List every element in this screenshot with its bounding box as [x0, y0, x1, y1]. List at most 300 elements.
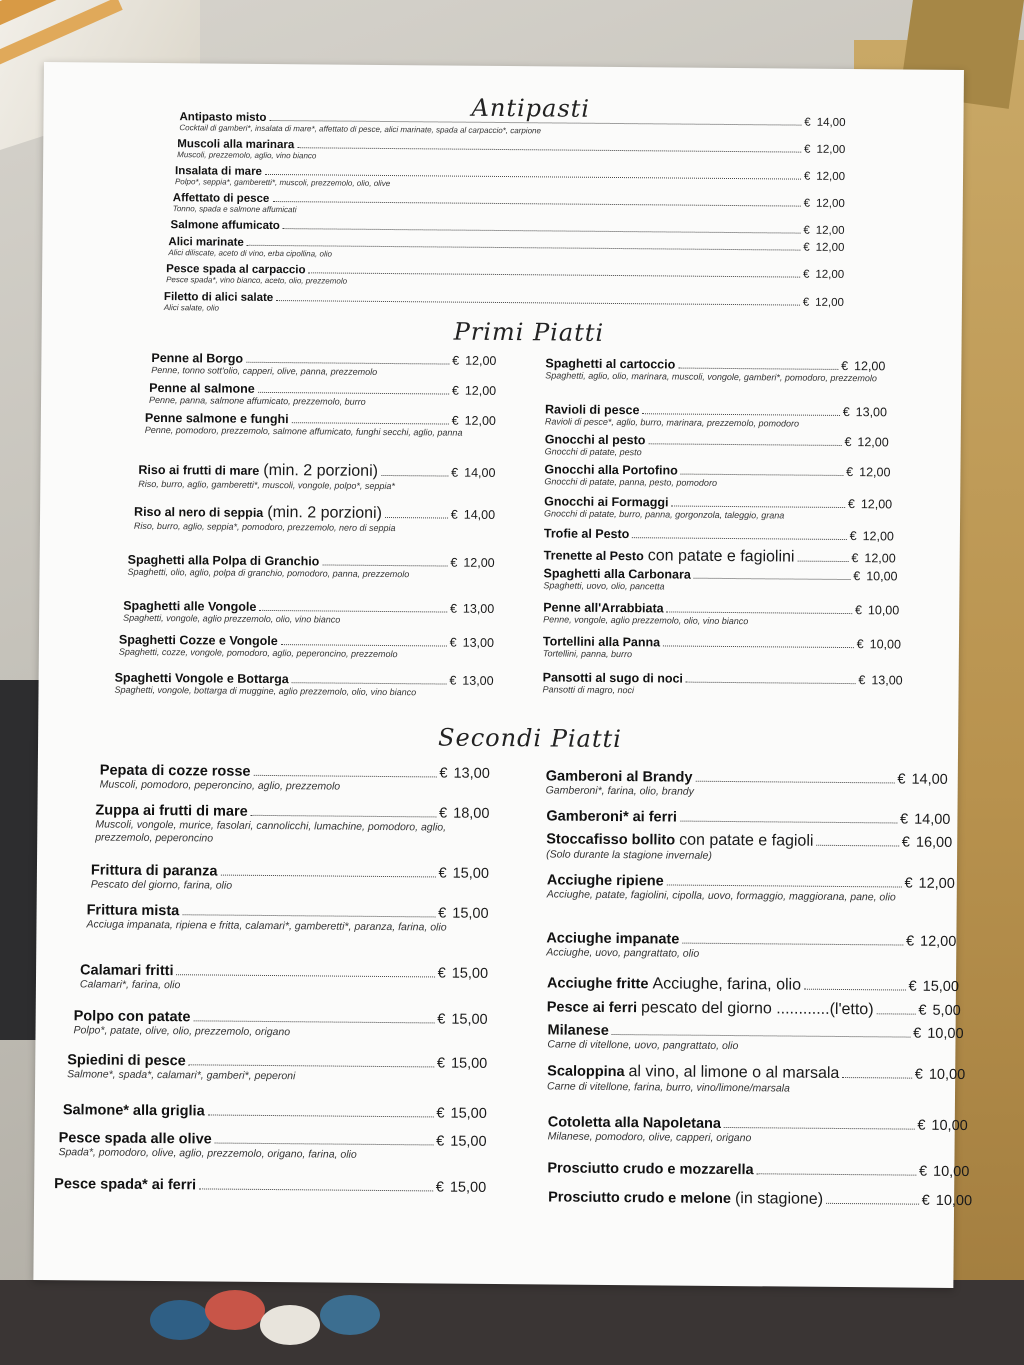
currency-symbol: €	[449, 635, 457, 650]
currency-symbol: €	[913, 1025, 922, 1042]
dish-price: 13,00	[462, 673, 494, 688]
dish-note: pescato del giorno ............(l'etto)	[640, 999, 874, 1019]
currency-symbol: €	[438, 905, 447, 922]
dish-price: 12,00	[815, 268, 845, 281]
dish-name: Prosciutto crudo e mozzarella	[547, 1160, 754, 1179]
dot-leader	[381, 475, 448, 477]
menu-item-row	[547, 974, 959, 996]
dot-leader	[246, 362, 449, 365]
menu-item	[54, 1176, 486, 1196]
dish-name: Gnocchi ai Formaggi	[544, 494, 669, 510]
dish-price: 14,00	[911, 771, 948, 788]
dish-ingredients: Calamari*, farina, olio	[79, 978, 181, 992]
dish-price: 12,00	[860, 497, 893, 512]
dish-ingredients: Acciughe, patate, fagiolini, cipolla, uovo, formaggio, maggiorana, pane, olio	[546, 888, 896, 904]
dish-price: 12,00	[464, 383, 497, 398]
dish-ingredients: Cocktail di gamberi*, insalata di mare*, affettato di pesce, alici marinate, spada al carpaccio*, carpione	[179, 123, 541, 136]
dish-ingredients: Penne, vongole, aglio prezzemolo, olio, vino bianco	[543, 614, 749, 627]
currency-symbol: €	[842, 404, 850, 420]
currency-symbol: €	[802, 296, 810, 309]
currency-symbol: €	[901, 834, 910, 851]
currency-symbol: €	[451, 383, 459, 398]
dish-name: Spaghetti alle Vongole	[123, 598, 257, 614]
dish-price: 15,00	[449, 1179, 487, 1196]
dish-name: Gnocchi al pesto	[544, 432, 646, 448]
dish-price: 13,00	[462, 601, 495, 616]
dot-leader	[642, 413, 839, 416]
dish-ingredients: Riso, burro, aglio, gamberetti*, muscoli, vongole, polpo*, seppia*	[138, 478, 395, 492]
dish-price: 15,00	[450, 1105, 487, 1122]
dish-ingredients: Pansotti di magro, noci	[542, 684, 635, 696]
menu-item	[542, 670, 902, 699]
dish-name: Gnocchi alla Portofino	[544, 462, 678, 478]
dish-ingredients: Carne di vitellone, farina, burro, vino/limone/marsala	[547, 1080, 790, 1095]
currency-symbol: €	[858, 673, 866, 688]
currency-symbol: €	[436, 1105, 445, 1122]
dot-leader	[667, 611, 852, 614]
dish-name: Insalata di mare	[175, 165, 263, 178]
menu-item	[545, 402, 887, 430]
dot-leader	[292, 422, 449, 424]
currency-symbol: €	[439, 805, 448, 822]
dot-leader	[220, 875, 435, 878]
dot-leader	[208, 1114, 434, 1117]
dish-ingredients: Polpo*, seppia*, gamberetti*, muscoli, prezzemolo, olio, olive	[174, 177, 391, 189]
dot-leader	[804, 989, 906, 991]
menu-item	[177, 138, 845, 166]
menu-item	[547, 1022, 963, 1055]
currency-symbol: €	[451, 465, 459, 480]
currency-symbol: €	[804, 143, 811, 156]
dish-ingredients: Spaghetti, aglio, olio, marinara, muscoli, vongole, gamberi*, pomodoro, prezzemolo	[545, 370, 878, 384]
dot-leader	[757, 1173, 916, 1175]
dish-ingredients: Carne di vitellone, uovo, pangrattato, olio	[547, 1038, 739, 1053]
dish-name: Pesce spada al carpaccio	[166, 263, 306, 277]
menu-item-row	[63, 1102, 487, 1122]
currency-symbol: €	[899, 811, 909, 828]
dish-ingredients: Penne, tonno sott'olio, capperi, olive, panna, prezzemolo	[151, 364, 378, 377]
dot-leader	[189, 1064, 434, 1067]
dot-leader	[253, 775, 436, 778]
dish-name: Acciughe fritte	[546, 975, 649, 993]
dish-name: Tortellini alla Panna	[542, 634, 661, 650]
currency-symbol: €	[437, 965, 446, 982]
dish-name: Spaghetti alla Carbonara	[543, 566, 691, 582]
dish-ingredients: Acciuga impanata, ripiena e fritta, calamari*, gamberetti*, paranza, farina, olio	[86, 918, 447, 934]
dot-leader	[182, 914, 435, 917]
menu-item	[546, 830, 952, 865]
dot-leader	[648, 443, 841, 446]
dish-price: 15,00	[450, 1133, 487, 1150]
dish-ingredients: Ravioli di pesce*, aglio, burro, marinara, prezzemolo, pomodoro	[544, 416, 800, 429]
menu-item	[173, 192, 845, 220]
menu-item-row	[171, 219, 845, 237]
currency-symbol: €	[450, 507, 458, 522]
secondi-title: Secondi Piatti	[437, 723, 623, 754]
dish-price: 15,00	[452, 905, 489, 922]
dish-name: Spiedini di pesce	[67, 1052, 186, 1070]
menu-item	[119, 633, 494, 662]
dish-name: Penne al Borgo	[151, 350, 244, 366]
cushion-pattern	[320, 1295, 380, 1335]
dish-price: 12,00	[816, 143, 846, 156]
menu-item	[543, 600, 899, 629]
dish-note: (in stagione)	[734, 1190, 824, 1208]
dish-ingredients: Gnocchi di patate, burro, panna, gorgonzola, taleggio, grana	[544, 508, 785, 521]
dish-ingredients: Gamberoni*, farina, olio, brandy	[545, 784, 694, 798]
dish-name: Gamberoni al Brandy	[545, 768, 693, 786]
dish-price: 14,00	[914, 811, 951, 828]
dish-price: 10,00	[932, 1163, 970, 1181]
dot-leader	[251, 815, 436, 818]
dish-price: 12,00	[816, 170, 846, 183]
dish-ingredients: Penne, panna, salmone affumicato, prezzemolo, burro	[149, 394, 366, 407]
dish-price: 14,00	[463, 507, 496, 522]
dot-leader	[663, 645, 854, 648]
currency-symbol: €	[437, 1011, 446, 1028]
currency-symbol: €	[897, 771, 906, 788]
dish-price: 15,00	[451, 1011, 488, 1028]
menu-item	[546, 808, 950, 828]
dish-name: Spaghetti Vongole e Bottarga	[114, 670, 289, 687]
dish-price: 12,00	[859, 465, 891, 480]
menu-item	[547, 998, 961, 1020]
currency-symbol: €	[851, 551, 859, 566]
dish-name: Scaloppina	[547, 1063, 625, 1081]
dish-price: 12,00	[465, 353, 497, 368]
menu-item	[138, 461, 495, 494]
dish-price: 18,00	[453, 805, 490, 822]
dish-name: Prosciutto crudo e melone	[548, 1189, 732, 1208]
dish-price: 15,00	[452, 865, 490, 882]
antipasti-title: Antipasti	[471, 93, 591, 123]
dish-price: 10,00	[869, 637, 902, 652]
dot-leader	[667, 884, 902, 887]
dish-price: 13,00	[462, 635, 495, 650]
currency-symbol: €	[904, 875, 913, 892]
dish-ingredients: Pesce spada*, vino bianco, aceto, olio, prezzemolo	[166, 275, 348, 286]
dish-name: Zuppa ai frutti di mare	[95, 802, 248, 820]
currency-symbol: €	[917, 1117, 926, 1134]
dish-ingredients: Polpo*, patate, olive, olio, prezzemolo, origano	[73, 1024, 291, 1039]
dot-leader	[177, 974, 435, 977]
dot-leader	[292, 682, 447, 684]
dot-leader	[694, 578, 851, 580]
dish-price: 10,00	[867, 603, 900, 618]
dish-ingredients: Muscoli, pomodoro, peperoncino, aglio, prezzemolo	[99, 778, 341, 793]
dish-name: Pesce spada* ai ferri	[54, 1176, 197, 1194]
dish-ingredients: Penne, pomodoro, prezzemolo, salmone affumicato, funghi secchi, aglio, panna	[144, 424, 463, 438]
dot-leader	[281, 644, 447, 646]
currency-symbol: €	[451, 413, 459, 428]
currency-symbol: €	[439, 765, 448, 782]
menu-item	[544, 494, 892, 523]
currency-symbol: €	[804, 116, 811, 129]
dish-ingredients: Gnocchi di patate, pesto	[544, 446, 642, 458]
currency-symbol: €	[449, 601, 458, 616]
currency-symbol: €	[905, 933, 915, 950]
dish-ingredients: Muscoli, prezzemolo, aglio, vino bianco	[177, 150, 317, 161]
menu-item	[114, 671, 493, 700]
menu-item-row	[54, 1176, 486, 1196]
dish-name: Acciughe impanate	[546, 930, 680, 948]
menu-item	[547, 1160, 969, 1180]
dish-name: Stoccafisso bollito	[546, 831, 676, 849]
dot-leader	[215, 1143, 433, 1146]
menu-item	[544, 546, 896, 567]
menu-item	[80, 962, 488, 995]
dish-note: con patate e fagiolini	[647, 547, 795, 566]
dish-name: Pesce spada alle olive	[58, 1130, 212, 1148]
currency-symbol: €	[914, 1066, 923, 1083]
dot-leader	[680, 821, 897, 824]
dish-ingredients: Milanese, pomodoro, olive, capperi, origano	[547, 1130, 752, 1145]
currency-symbol: €	[841, 358, 849, 374]
currency-symbol: €	[438, 865, 447, 882]
menu-item	[547, 1062, 965, 1097]
menu-item	[145, 411, 496, 440]
dish-name: Penne all'Arrabbiata	[543, 600, 664, 616]
dish-name: Spaghetti al cartoccio	[545, 356, 676, 372]
dot-leader	[842, 1077, 912, 1079]
dish-price: 15,00	[922, 978, 960, 996]
menu-item	[545, 356, 885, 384]
dish-name: Penne salmone e funghi	[144, 410, 289, 427]
currency-symbol: €	[844, 435, 852, 450]
menu-item	[548, 1188, 972, 1210]
menu-item	[544, 526, 894, 543]
menu-item	[63, 1102, 487, 1122]
dish-name: Frittura di paranza	[90, 862, 218, 880]
dish-name: Riso ai frutti di mare	[138, 462, 260, 478]
menu-item	[546, 768, 948, 801]
dot-leader	[671, 505, 844, 508]
currency-symbol: €	[856, 637, 864, 652]
menu-item	[548, 1114, 968, 1147]
dish-name: Spaghetti Cozze e Vongole	[118, 632, 278, 649]
dot-leader	[322, 564, 447, 566]
dish-name: Pesce ai ferri	[546, 999, 638, 1017]
menu-item	[544, 462, 890, 491]
dish-price: 10,00	[928, 1066, 966, 1084]
dish-price: 12,00	[862, 529, 894, 544]
dish-ingredients: Spaghetti, uovo, olio, pancetta	[543, 580, 665, 592]
currency-symbol: €	[803, 197, 811, 210]
dish-name: Milanese	[547, 1022, 609, 1039]
currency-symbol: €	[854, 603, 863, 618]
dish-price: 15,00	[450, 1055, 488, 1072]
dish-ingredients: Salmone*, spada*, calamari*, gamberi*, peperoni	[67, 1068, 296, 1083]
currency-symbol: €	[449, 673, 457, 688]
dot-leader	[385, 517, 448, 519]
dish-price: 14,00	[464, 465, 496, 480]
currency-symbol: €	[853, 569, 861, 584]
dish-name: Trenette al Pesto	[543, 548, 644, 564]
menu-item	[166, 263, 844, 291]
dot-leader	[612, 1034, 910, 1038]
dish-ingredients: Alici diliscate, aceto di vino, erba cipollina, olio	[168, 248, 333, 259]
dish-price: 10,00	[866, 569, 898, 584]
dot-leader	[283, 228, 801, 234]
dish-ingredients: Spaghetti, olio, aglio, polpa di granchio, pomodoro, panna, prezzemolo	[127, 566, 410, 580]
menu-item	[151, 351, 496, 380]
dish-ingredients: Spada*, pomodoro, olive, aglio, prezzemolo, origano, farina, olio	[58, 1146, 357, 1161]
currency-symbol: €	[918, 1163, 928, 1180]
dish-name: Filetto di alici salate	[163, 291, 274, 305]
menu-sheet	[33, 62, 973, 1288]
dish-ingredients: Spaghetti, vongole, aglio prezzemolo, olio, vino bianco	[123, 612, 341, 625]
currency-symbol: €	[452, 353, 460, 368]
dot-leader	[816, 845, 898, 847]
menu-item-row	[546, 808, 950, 828]
dish-price: 10,00	[931, 1117, 968, 1135]
menu-item	[175, 165, 845, 193]
dish-ingredients: Acciughe, uovo, pangrattato, olio	[546, 946, 700, 960]
dish-price: 12,00	[815, 224, 845, 237]
dish-ingredients: Muscoli, vongole, murice, fasolari, cannolicchi, lumachine, pomodoro, aglio, prezzemolo, peperoncino	[95, 818, 447, 845]
menu-item-row	[547, 1160, 969, 1180]
dot-leader	[682, 943, 903, 946]
dot-leader	[826, 1203, 919, 1205]
currency-symbol: €	[849, 529, 857, 544]
dish-price: 12,00	[464, 413, 496, 428]
dish-price: 12,00	[463, 555, 495, 570]
dish-ingredients: Tonno, spada e salmone affumicati	[172, 204, 297, 215]
dish-ingredients: Tortellini, panna, burro	[542, 648, 633, 660]
menu-item	[58, 1130, 486, 1163]
menu-item	[100, 763, 490, 795]
menu-item	[95, 802, 489, 847]
currency-symbol: €	[803, 170, 811, 183]
background-cushion	[0, 1280, 1024, 1365]
menu-item	[67, 1052, 487, 1085]
dish-name: Ravioli di pesce	[544, 402, 640, 418]
dish-price: 12,00	[815, 197, 845, 210]
menu-item	[168, 236, 844, 264]
dish-price: 13,00	[855, 405, 888, 420]
dish-price: 12,00	[815, 296, 844, 309]
menu-item	[179, 111, 845, 139]
dish-name: Salmone* alla griglia	[62, 1102, 205, 1120]
dish-name: Acciughe ripiene	[546, 872, 664, 890]
dish-name: Cotoletta alla Napoletana	[547, 1114, 722, 1132]
menu-item-row	[544, 546, 896, 567]
dish-ingredients: Alici salate, olio	[163, 303, 220, 313]
background-dark-object	[0, 680, 40, 1040]
menu-item	[127, 553, 494, 582]
dish-note: con patate e fagioli	[679, 831, 814, 850]
dish-price: 13,00	[453, 765, 490, 782]
currency-symbol: €	[803, 224, 810, 237]
menu-item	[543, 634, 901, 663]
menu-item	[171, 219, 845, 237]
dish-price: 12,00	[918, 875, 955, 892]
menu-item	[149, 381, 496, 410]
dish-price: 12,00	[857, 435, 889, 450]
primi-title: Primi Piatti	[453, 317, 605, 347]
currency-symbol: €	[802, 268, 810, 281]
menu-item	[73, 1008, 487, 1041]
dish-name: Polpo con patate	[73, 1008, 191, 1026]
currency-symbol: €	[435, 1179, 444, 1196]
dish-name: Gamberoni* ai ferri	[546, 808, 678, 826]
currency-symbol: €	[450, 555, 458, 570]
currency-symbol: €	[908, 978, 917, 995]
menu-item-row	[544, 526, 894, 543]
dot-leader	[258, 392, 449, 395]
menu-item	[86, 902, 488, 935]
cushion-pattern	[205, 1290, 265, 1330]
dot-leader	[193, 1020, 434, 1023]
currency-symbol: €	[436, 1133, 445, 1150]
dish-ingredients: Spaghetti, vongole, bottarga di muggine, aglio prezzemolo, olio, vino bianco	[114, 684, 417, 698]
cushion-pattern	[260, 1305, 320, 1345]
dish-name: Calamari fritti	[80, 962, 174, 980]
menu-item	[546, 930, 956, 963]
dish-note: al vino, al limone o al marsala	[628, 1063, 840, 1082]
dish-name: Penne al salmone	[149, 380, 255, 396]
dish-price: 10,00	[927, 1025, 964, 1043]
dish-name: Pansotti al sugo di noci	[542, 670, 684, 686]
dish-name: Alici marinate	[168, 236, 244, 249]
dot-leader	[686, 682, 855, 684]
dish-price: 13,00	[871, 673, 903, 688]
currency-symbol: €	[921, 1192, 930, 1209]
dish-price: 15,00	[451, 965, 489, 982]
dish-price: 12,00	[815, 241, 845, 254]
dot-leader	[724, 1127, 914, 1130]
dish-ingredients: Spaghetti, cozze, vongole, pomodoro, aglio, peperoncino, prezzemolo	[118, 646, 398, 660]
menu-item	[545, 432, 889, 461]
dish-ingredients: Pescato del giorno, farina, olio	[90, 878, 233, 892]
dish-name: Antipasto misto	[179, 111, 267, 124]
menu-item-row	[548, 1188, 972, 1210]
currency-symbol: €	[436, 1055, 446, 1072]
dish-name: Pepata di cozze rosse	[99, 762, 251, 780]
dot-leader	[681, 474, 843, 476]
dot-leader	[695, 781, 894, 784]
menu-item	[547, 974, 959, 996]
menu-item	[164, 291, 844, 319]
menu-item	[91, 862, 489, 894]
dish-price: 12,00	[864, 551, 896, 566]
dish-name: Trofie al Pesto	[543, 526, 630, 542]
menu-item	[547, 872, 955, 905]
dish-ingredients: Riso, burro, aglio, seppia*, pomodoro, prezzemolo, nero di seppia	[133, 520, 396, 534]
dish-name: Spaghetti alla Polpa di Granchio	[127, 552, 320, 569]
dish-ingredients: Gnocchi di patate, panna, pesto, pomodoro	[544, 476, 718, 488]
dish-price: 14,00	[816, 116, 846, 129]
dish-name: Salmone affumicato	[170, 219, 280, 233]
menu-item	[123, 599, 494, 628]
dish-name: Muscoli alla marinara	[177, 138, 295, 152]
menu-item	[134, 503, 495, 536]
dot-leader	[259, 610, 447, 613]
dish-note: Acciughe, farina, olio	[652, 975, 802, 994]
dish-price: 12,00	[919, 933, 957, 950]
dish-name: Affettato di pesce	[172, 192, 270, 205]
dish-note: (min. 2 porzioni)	[267, 503, 383, 522]
dot-leader	[632, 537, 846, 540]
dot-leader	[678, 368, 838, 370]
currency-symbol: €	[847, 497, 855, 512]
menu-item-row	[547, 998, 961, 1020]
dish-price: 10,00	[935, 1192, 973, 1210]
dish-note: (min. 2 porzioni)	[263, 461, 379, 480]
menu-item	[543, 566, 897, 595]
currency-symbol: €	[803, 241, 810, 254]
currency-symbol: €	[918, 1002, 927, 1019]
